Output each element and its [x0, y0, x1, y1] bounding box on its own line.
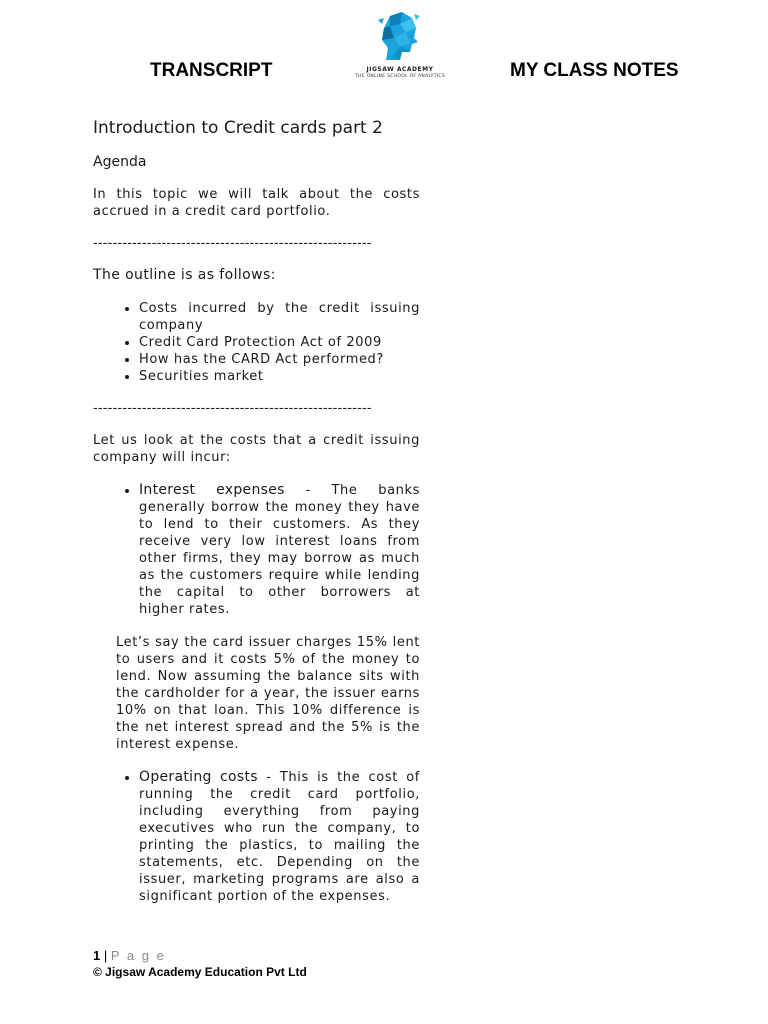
outline-heading: The outline is as follows:	[93, 267, 276, 283]
document-body	[93, 118, 420, 921]
outline-item: • Securities market	[139, 368, 420, 385]
separator-2: ---------------------------------------------------------	[93, 401, 372, 416]
page-footer	[93, 948, 307, 979]
separator-1: ---------------------------------------------------------	[93, 236, 372, 251]
outline-item: • How has the CARD Act performed?	[139, 351, 420, 368]
page-title: Introduction to Credit cards part 2	[93, 118, 383, 138]
cost-lead-interest: Interest expenses	[139, 482, 285, 498]
outline-item: • Costs incurred by the credit issuing company	[139, 300, 420, 334]
logo	[340, 12, 460, 92]
costs-list	[93, 482, 420, 618]
cost-lead-operating: Operating costs	[139, 769, 258, 785]
outline-list	[93, 300, 420, 385]
example-paragraph: Let’s say the card issuer charges 15% lent to users and it costs 5% of the money to lend. Now assuming the balance sits with the cardholder for a year, the issuer earns 10% on that loan. This 10% difference is the net interest spread and the 5% is the interest expense.	[116, 635, 420, 752]
jigsaw-head-logo-icon	[376, 12, 424, 62]
cost-item-operating	[139, 769, 420, 905]
cost-text-interest: - The banks generally borrow the money they have to lend to their customers. As they receive very low interest loans from other firms, they may borrow as much as the customers require while lending the capital to other borrowers at higher rates.	[139, 483, 420, 617]
logo-tagline: THE ONLINE SCHOOL OF ANALYTICS	[354, 74, 445, 79]
cost-item-interest	[139, 482, 420, 618]
costs-list-2	[93, 769, 420, 905]
page-separator: |	[100, 948, 111, 963]
cost-text-operating: - This is the cost of running the credit card portfolio, including everything from paying executives who run the company, to printing the plastics, to mailing the statements, etc. Depending on the issuer, marketing programs are also a significant portion of the expenses.	[139, 770, 420, 904]
costs-intro: Let us look at the costs that a credit issuing company will incur:	[93, 433, 420, 465]
page-word: P a g e	[110, 948, 166, 963]
logo-name: JIGSAW ACADEMY	[366, 66, 434, 73]
outline-item: • Credit Card Protection Act of 2009	[139, 334, 420, 351]
intro-paragraph: In this topic we will talk about the costs accrued in a credit card portfolio.	[93, 187, 420, 219]
page-indicator	[93, 948, 307, 963]
header-my-class-notes: MY CLASS NOTES	[510, 60, 679, 81]
agenda-heading: Agenda	[93, 154, 147, 170]
page-number: 1	[93, 948, 101, 963]
header-transcript: TRANSCRIPT	[150, 60, 273, 81]
copyright: © Jigsaw Academy Education Pvt Ltd	[93, 965, 307, 979]
